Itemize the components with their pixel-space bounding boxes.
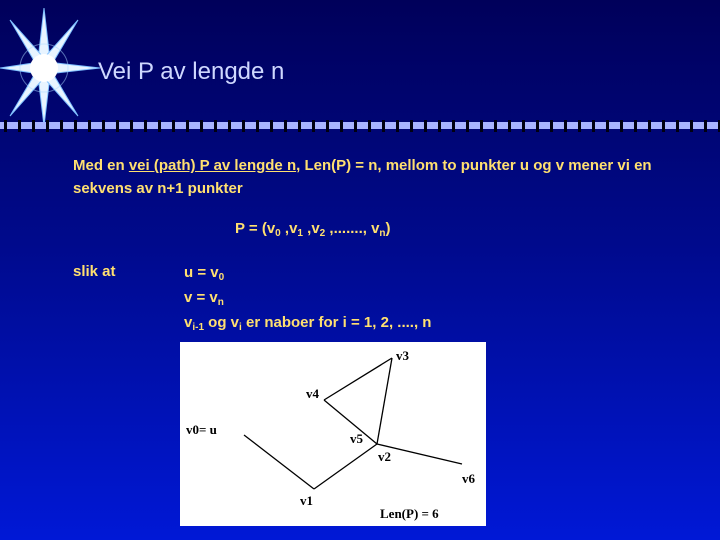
condition-3 [184,313,431,338]
ruler-tick [200,120,203,132]
ruler-tick [102,120,105,132]
ruler-tick [578,120,581,132]
ruler-tick [368,120,371,132]
path-definition [235,220,391,239]
ruler-tick [410,120,413,132]
ruler-tick [466,120,469,132]
ruler-tick [396,120,399,132]
ruler-tick [690,120,693,132]
sub-2: 2 [319,228,326,239]
ruler-tick [270,120,273,132]
intro-underlined: vei (path) P av lengde n [128,157,297,174]
ruler-tick [144,120,147,132]
ruler-tick [326,120,329,132]
condition-2 [184,288,431,313]
ruler-tick [116,120,119,132]
path-def-t2: ,v [302,220,320,237]
ruler-tick [522,120,525,132]
ruler-tick [60,120,63,132]
label-v1: v1 [300,493,313,508]
ruler-tick [564,120,567,132]
ruler-tick [592,120,595,132]
c3-v: v [184,314,193,331]
intro-prefix: Med en [73,157,129,174]
path-def-t1: ,v [280,220,298,237]
ruler-tick [298,120,301,132]
path-def-t3: ,......., v [325,220,380,237]
ruler-tick [424,120,427,132]
label-v4: v4 [306,386,319,401]
ruler-tick [4,120,7,132]
ruler-tick [256,120,259,132]
ruler-tick [284,120,287,132]
sub-n: n [379,228,386,239]
ruler-tick [550,120,553,132]
graph-svg [180,342,486,526]
slik-at-label: slik at [73,263,116,280]
ruler-tick [704,120,707,132]
label-v3: v3 [396,348,409,363]
ruler-tick [312,120,315,132]
ruler-tick [88,120,91,132]
ruler-tick [74,120,77,132]
ruler-tick [494,120,497,132]
intro-suffix: , Len(P) = n, mellom to punkter u og v mener vi en sekvens av n+1 punkter [73,157,652,197]
conditions [184,263,431,338]
ruler-tick [46,120,49,132]
edge-v0-v1 [244,435,314,489]
ruler-tick [130,120,133,132]
intro-text [73,154,703,200]
path-def-lhs: P = (v [235,220,276,237]
sub-1: 1 [297,228,303,239]
sub-0: 0 [275,228,281,239]
label-v2: v2 [378,449,391,464]
star-burst-icon [0,0,110,135]
ruler-tick [480,120,483,132]
c2-sub: n [217,297,224,308]
label-v5: v5 [350,431,363,446]
label-v0: v0= u [186,422,217,437]
title-rule [0,118,720,136]
c2-text: v = v [184,289,218,306]
ruler-tick [228,120,231,132]
ruler-tick [186,120,189,132]
ruler-tick [172,120,175,132]
ruler-tick [382,120,385,132]
ruler-tick [214,120,217,132]
ruler-tick [508,120,511,132]
ruler-tick [648,120,651,132]
path-diagram [180,342,486,526]
label-len: Len(P) = 6 [380,506,439,521]
label-v6: v6 [462,471,475,486]
ruler-tick [676,120,679,132]
ruler-tick [158,120,161,132]
ruler-tick [634,120,637,132]
ruler-tick [438,120,441,132]
ruler-tick [18,120,21,132]
c3-mid: og v [204,314,240,331]
condition-1 [184,263,431,288]
edge-v2-v3 [377,358,392,444]
edge-v3-v4 [324,358,392,400]
ruler-tick [662,120,665,132]
c1-text: u = v [184,264,219,281]
ruler-tick [452,120,455,132]
c3-sub1: i-1 [192,322,205,333]
path-def-end: ) [385,220,391,237]
slide-title: Vei P av lengde n [98,58,285,85]
ruler-tick [242,120,245,132]
ruler-tick [606,120,609,132]
c3-sub2: i [239,322,242,333]
c3-rest: er naboer for i = 1, 2, ...., n [241,314,432,331]
ruler-tick [340,120,343,132]
ruler-tick [354,120,357,132]
ruler-tick [32,120,35,132]
edge-v1-v2 [314,444,377,489]
c1-sub: 0 [218,272,225,283]
ruler-tick [620,120,623,132]
ruler-tick [536,120,539,132]
